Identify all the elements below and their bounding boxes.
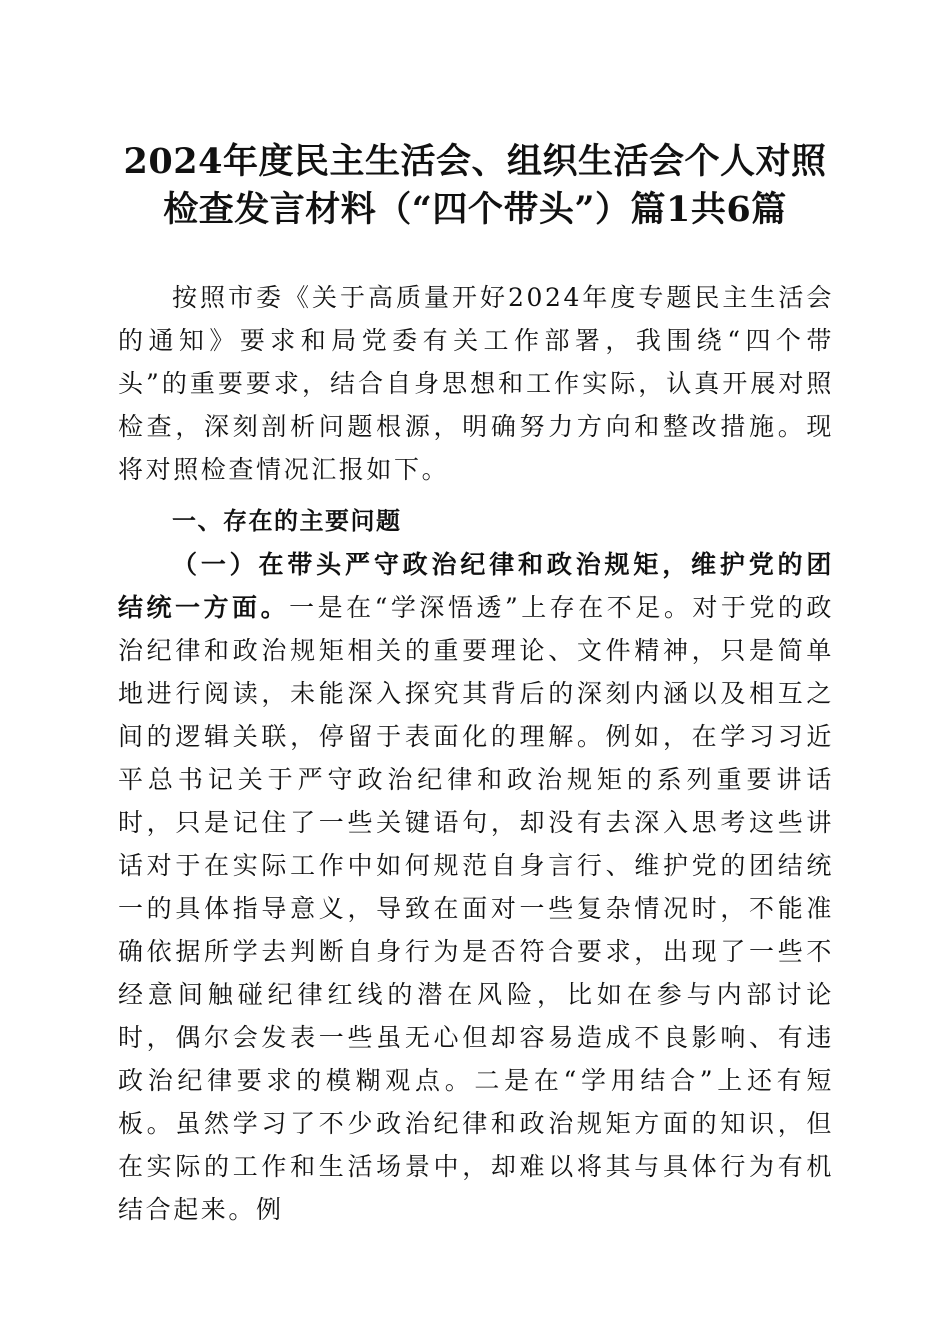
intro-paragraph: 按照市委《关于高质量开好2024年度专题民主生活会的通知》要求和局党委有关工作部署，我围绕“四个带头”的重要要求，结合自身思想和工作实际，认真开展对照检查，深刻剖析问题根源，明确努力方向和整改措施。现将对照检查情况汇报如下。 bbox=[118, 283, 834, 484]
subsection-paragraph bbox=[118, 543, 834, 1231]
document-title bbox=[120, 138, 830, 234]
section-heading: 一、存在的主要问题 bbox=[172, 507, 402, 535]
subsection-body: 一是在“学深悟透”上存在不足。对于党的政治纪律和政治规矩相关的重要理论、文件精神，只是简单地进行阅读，未能深入探究其背后的深刻内涵以及相互之间的逻辑关联，停留于表面化的理解。例如，在学习习近平总书记关于严守政治纪律和政治规矩的系列重要讲话时，只是记住了一些关键语句，却没有去深入思考这些讲话对于在实际工作中如何规范自身言行、维护党的团结统一的具体指导意义，导致在面对一些复杂情况时，不能准确依据所学去判断自身行为是否符合要求，出现了一些不经意间触碰纪律红线的潜在风险，比如在参与内部讨论时，偶尔会发表一些虽无心但却容易造成不良影响、有违政治纪律要求的模糊观点。二是在“学用结合”上还有短板。虽然学习了不少政治纪律和政治规矩方面的知识，但在实际的工作和生活场景中，却难以将其与具体行为有机结合起来。例 bbox=[118, 593, 834, 1224]
title-line-2: 检查发言材料（“四个带头”）篇1共6篇 bbox=[163, 189, 787, 230]
subsection-lead: （一）在带头严守政治纪律和政治规矩，维护党的团结统一方面。 bbox=[118, 550, 834, 622]
title-line-1: 2024年度民主生活会、组织生活会个人对照 bbox=[123, 141, 827, 182]
